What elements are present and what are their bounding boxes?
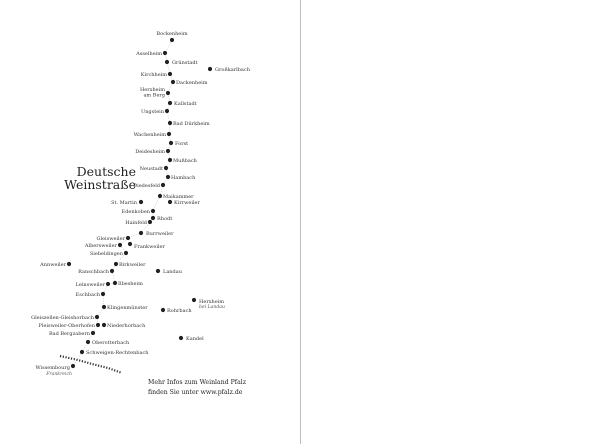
- place-marker: [118, 243, 122, 247]
- place-forst: [169, 141, 188, 147]
- place-label: Siebeldingen: [89, 251, 123, 258]
- place-label: Landau: [163, 269, 182, 276]
- place-schweigen: [80, 350, 149, 356]
- info-line-2: finden Sie unter www.pfalz.de: [148, 389, 243, 396]
- place-label: Kallstadt: [174, 101, 197, 108]
- right-page-blank: [301, 0, 600, 444]
- place-label: Herxheim am Berg: [139, 87, 165, 99]
- place-grosskarlbach: [208, 67, 251, 73]
- place-marker: [156, 269, 160, 273]
- place-marker: [208, 67, 212, 71]
- place-label: Hambach: [171, 175, 196, 182]
- place-label: Bad Dürkheim: [173, 121, 210, 128]
- place-label: Leinsweiler: [75, 282, 105, 289]
- place-marker: [165, 109, 169, 113]
- place-kirchheim: [141, 72, 172, 78]
- place-marker: [67, 262, 71, 266]
- place-marker: [169, 141, 173, 145]
- place-asselheim: [135, 51, 167, 57]
- place-marker: [179, 336, 183, 340]
- place-herxheim-landau: [192, 298, 225, 310]
- place-marker: [139, 231, 143, 235]
- place-marker: [166, 149, 170, 153]
- place-marker: [148, 220, 152, 224]
- place-label: Kirrweiler: [174, 200, 200, 207]
- place-marker: [164, 166, 168, 170]
- place-label: Maikammer: [163, 194, 194, 201]
- place-marker: [171, 80, 175, 84]
- place-label: Gleiszellen-Gleishorbach: [31, 315, 94, 322]
- place-marker: [139, 200, 143, 204]
- place-marker: [168, 101, 172, 105]
- place-label: Forst: [175, 141, 189, 148]
- place-label: Ungstein: [141, 109, 164, 116]
- place-label: Hainfeld: [125, 220, 147, 227]
- place-marker: [192, 298, 196, 302]
- place-neustadt: [140, 166, 168, 172]
- place-marker: [101, 292, 105, 296]
- place-label: Niederhorbach: [107, 323, 146, 330]
- place-marker: [151, 216, 155, 220]
- place-label: St. Martin: [111, 200, 137, 207]
- place-gleiszellen: [31, 315, 99, 321]
- place-gleisweiler: [96, 236, 130, 242]
- place-niederhorbach: [102, 323, 146, 329]
- info-line-1: Mehr Infos zum Weinland Pfalz: [148, 379, 247, 386]
- place-label: Mußbach: [173, 158, 197, 165]
- place-marker: [96, 323, 100, 327]
- place-rohrbach: [161, 308, 192, 314]
- place-marker: [163, 51, 167, 55]
- place-sublabel: Frankreich: [46, 372, 72, 377]
- place-annweiler: [39, 262, 71, 268]
- place-label: Bad Bergzabern: [48, 331, 90, 338]
- place-marker: [102, 323, 106, 327]
- place-label: Schweigen-Rechtenbach: [86, 350, 149, 357]
- place-bad-bergzabern: [49, 331, 95, 337]
- place-birkweiler: [114, 262, 146, 268]
- place-marker: [80, 350, 84, 354]
- place-marker: [151, 209, 155, 213]
- place-marker: [170, 38, 174, 42]
- place-marker: [168, 158, 172, 162]
- place-label: Ranschbach: [78, 269, 109, 276]
- place-bad-duerkheim: [168, 121, 210, 127]
- place-rhodt: [151, 216, 172, 222]
- place-burrweiler: [139, 231, 174, 237]
- place-hambach: [166, 175, 196, 181]
- place-marker: [102, 305, 106, 309]
- place-label: Wachenheim: [133, 132, 166, 139]
- place-marker: [110, 269, 114, 273]
- place-label: Deidesheim: [135, 149, 165, 156]
- place-marker: [113, 281, 117, 285]
- place-albersweiler: [84, 243, 122, 249]
- place-marker: [165, 60, 169, 64]
- info-text: [148, 378, 246, 398]
- place-marker: [95, 315, 99, 319]
- place-label: Pleisweiler-Oberhofen: [38, 323, 95, 330]
- place-kallstadt: [168, 101, 197, 107]
- place-landau: [156, 269, 183, 275]
- place-marker: [124, 251, 128, 255]
- place-marker: [86, 340, 90, 344]
- place-label: Bockenheim: [156, 31, 188, 37]
- place-label: Neustadt: [139, 166, 163, 173]
- place-marker: [166, 175, 170, 179]
- place-ilbesheim: [113, 281, 143, 287]
- place-label: Frankweiler: [134, 244, 165, 251]
- place-frankweiler: [128, 242, 166, 250]
- place-hainfeld: [125, 220, 152, 226]
- place-label: Ilbesheim: [118, 281, 143, 288]
- place-marker: [91, 331, 95, 335]
- place-gruenstadt: [165, 60, 198, 66]
- place-wachenheim: [134, 132, 172, 138]
- place-leinsweiler: [76, 282, 111, 288]
- place-marker: [166, 91, 170, 95]
- place-edenkoben: [122, 209, 156, 215]
- place-ungstein: [141, 109, 169, 115]
- map-title-line-2: Weinstraße: [64, 177, 136, 192]
- place-pleisweiler: [39, 323, 101, 329]
- place-label: Burrweiler: [146, 231, 174, 238]
- place-label: Rhodt: [157, 216, 173, 223]
- place-marker: [71, 364, 75, 368]
- place-marker: [106, 282, 110, 286]
- place-label: Oberotterbach: [92, 340, 130, 347]
- place-label: Edenkoben: [121, 209, 150, 216]
- place-marker: [167, 132, 171, 136]
- place-label: Rohrbach: [167, 308, 192, 315]
- place-klingenmuenster: [102, 305, 148, 311]
- place-siebeldingen: [90, 251, 128, 257]
- place-marker: [161, 183, 165, 187]
- place-marker: [126, 236, 130, 240]
- place-marker: [158, 194, 162, 198]
- place-mussbach: [168, 158, 198, 164]
- place-marker: [161, 308, 165, 312]
- place-label: Diedesfeld: [133, 183, 160, 190]
- place-herxheim-berg: [140, 87, 170, 99]
- place-oberotterbach: [86, 340, 130, 346]
- place-label: Annweiler: [40, 262, 66, 269]
- place-label: Asselheim: [136, 51, 162, 58]
- place-label: Klingenmünster: [107, 305, 148, 312]
- place-label: Dackenheim: [176, 80, 208, 87]
- place-label: Albersweiler: [84, 243, 117, 250]
- place-marker: [114, 262, 118, 266]
- place-label: Kirchheim: [140, 72, 167, 79]
- place-label: Gleisweiler: [96, 236, 125, 243]
- map-title-line-1: Deutsche: [76, 164, 136, 179]
- place-wissembourg: [35, 364, 75, 377]
- place-label: Wissembourg: [35, 365, 70, 372]
- place-sublabel: bei Landau: [199, 305, 225, 310]
- place-marker: [128, 242, 132, 246]
- place-label: Kandel: [186, 336, 204, 343]
- place-label: Großkarlbach: [215, 67, 250, 74]
- place-label: Grünstadt: [172, 60, 198, 67]
- place-st-martin: [111, 200, 143, 206]
- place-marker: [168, 121, 172, 125]
- place-eschbach: [76, 292, 106, 298]
- place-marker: [168, 200, 172, 204]
- place-diedesfeld: [133, 183, 165, 189]
- place-label: Eschbach: [75, 292, 100, 299]
- place-marker: [168, 72, 172, 76]
- place-label: Herxheim: [199, 299, 225, 306]
- place-deidesheim: [135, 149, 170, 155]
- map-title: [64, 165, 136, 191]
- place-dackenheim: [171, 80, 208, 86]
- place-bockenheim: [156, 31, 187, 42]
- place-label: Birkweiler: [119, 262, 146, 269]
- place-ranschbach: [78, 269, 114, 275]
- place-kirrweiler: [168, 200, 201, 206]
- place-kandel: [179, 336, 204, 342]
